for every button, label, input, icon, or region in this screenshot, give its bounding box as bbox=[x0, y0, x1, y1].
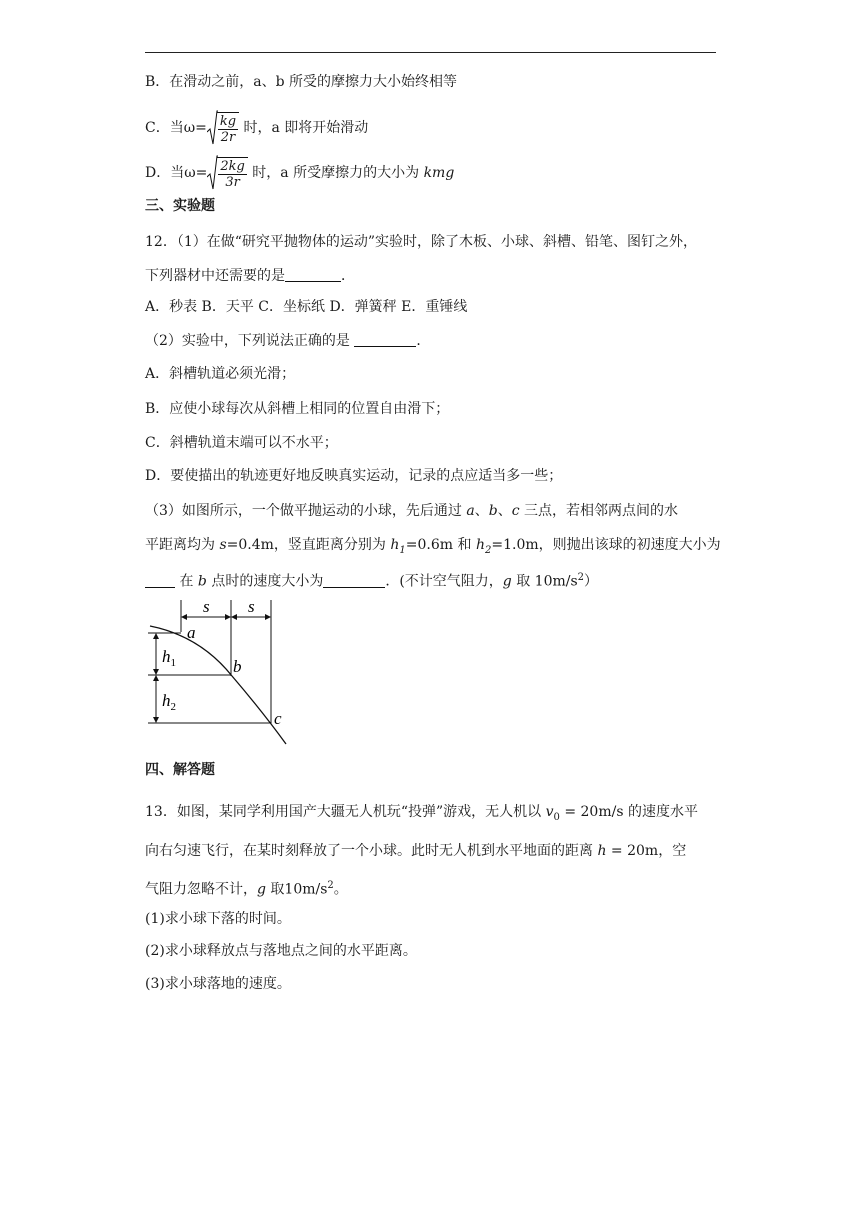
q12-opt-a: A．斜槽轨道必须光滑； bbox=[145, 366, 296, 382]
arrowhead bbox=[231, 614, 237, 620]
q13-line2 bbox=[145, 841, 686, 861]
q12-part3-line2 bbox=[145, 535, 721, 561]
var-g: g bbox=[502, 573, 512, 590]
label-s: s bbox=[203, 597, 210, 616]
label-h2: $h_2$ bbox=[162, 691, 176, 713]
arrowhead bbox=[153, 675, 159, 681]
text: 三点，若相邻两点间的水 bbox=[519, 503, 678, 519]
separator: 、 bbox=[497, 503, 512, 519]
answer-blank bbox=[323, 573, 385, 588]
point-b: b bbox=[488, 503, 498, 519]
text: 取 10m/s bbox=[511, 573, 578, 590]
option-d-kmg: kmg bbox=[423, 165, 455, 181]
text: =0.6m 和 bbox=[405, 537, 476, 553]
q13-sub3: (3)求小球落地的速度。 bbox=[145, 976, 291, 992]
trajectory-diagram bbox=[140, 596, 300, 748]
header-rule bbox=[145, 52, 716, 53]
arrowhead bbox=[153, 633, 159, 639]
text: 气阻力忽略不计， bbox=[145, 881, 257, 898]
q13-line3 bbox=[145, 876, 348, 900]
option-c-prefix: C．当ω= bbox=[145, 120, 207, 136]
point-c: c bbox=[511, 503, 520, 519]
var-s: s bbox=[219, 537, 227, 553]
section-answer-title: 四、解答题 bbox=[145, 762, 215, 778]
text: 点时的速度大小为 bbox=[206, 573, 324, 590]
answer-blank bbox=[285, 267, 341, 282]
q12-part2-text: （2）实验中，下列说法正确的是 bbox=[145, 333, 355, 349]
var-h: h bbox=[475, 537, 485, 553]
q12-part2 bbox=[145, 331, 430, 351]
sqrt-expression bbox=[207, 155, 247, 191]
text: 平距离均为 bbox=[145, 537, 220, 553]
q12-opt-d: D．要使描出的轨迹更好地反映真实运动，记录的点应适当多一些； bbox=[145, 468, 563, 484]
q12-part2-end: ． bbox=[416, 333, 431, 349]
q12-line2-end: ． bbox=[341, 268, 355, 284]
option-c bbox=[145, 110, 368, 146]
q13-sub1: (1)求小球下落的时间。 bbox=[145, 911, 291, 927]
option-d bbox=[145, 155, 454, 191]
arrowhead bbox=[265, 614, 271, 620]
answer-blank bbox=[354, 332, 416, 347]
text: = 20m，空 bbox=[606, 843, 687, 859]
answer-blank bbox=[145, 573, 175, 588]
q13-line1 bbox=[145, 802, 698, 828]
fraction-denominator: 2r bbox=[220, 129, 236, 145]
point-b-label: b bbox=[233, 657, 242, 676]
text: ） bbox=[584, 573, 599, 590]
text: =1.0m，则抛出该球的初速度大小为 bbox=[491, 537, 721, 553]
q12-part3-line3 bbox=[145, 568, 598, 592]
sqrt-expression bbox=[207, 110, 239, 146]
section-experiment-title: 三、实验题 bbox=[145, 198, 215, 214]
superscript: 2 bbox=[327, 880, 334, 891]
var-g: g bbox=[257, 881, 266, 898]
point-c-label: c bbox=[274, 709, 282, 728]
point-b: b bbox=[197, 573, 207, 590]
q12-part3-line1 bbox=[145, 501, 678, 521]
text: =0.4m，竖直距离分别为 bbox=[226, 537, 391, 553]
q12-line1: 12．（1）在做“研究平抛物体的运动”实验时，除了木板、小球、斜槽、铅笔、图钉之外， bbox=[145, 234, 698, 250]
arrowhead bbox=[181, 614, 187, 620]
separator: 、 bbox=[474, 503, 489, 519]
subscript: 0 bbox=[553, 811, 560, 823]
var-h: h bbox=[597, 843, 607, 859]
text: （3）如图所示，一个做平抛运动的小球，先后通过 bbox=[145, 503, 467, 519]
text: 取10m/s bbox=[265, 881, 328, 898]
q12-opt-b: B．应使小球每次从斜槽上相同的位置自由滑下； bbox=[145, 401, 450, 417]
trajectory-curve bbox=[150, 626, 286, 744]
arrowhead bbox=[225, 614, 231, 620]
fraction-numerator: kg bbox=[219, 113, 237, 129]
option-d-suffix: 时，a 所受摩擦力的大小为 bbox=[247, 165, 424, 181]
label-s: s bbox=[248, 597, 255, 616]
text: 向右匀速飞行，在某时刻释放了一个小球。此时无人机到水平地面的距离 bbox=[145, 843, 598, 859]
option-b: B．在滑动之前，a、b 所受的摩擦力大小始终相等 bbox=[145, 74, 458, 90]
var-h: h bbox=[390, 537, 400, 553]
label-h1: $h_1$ bbox=[162, 647, 176, 669]
arrowhead bbox=[153, 717, 159, 723]
text: = 20m/s 的速度水平 bbox=[559, 804, 698, 820]
subscript: 1 bbox=[399, 544, 406, 556]
arrowhead bbox=[153, 669, 159, 675]
q12-choices: A．秒表 B．天平 C．坐标纸 D．弹簧秤 E．重锤线 bbox=[145, 299, 468, 315]
fraction-denominator: 3r bbox=[225, 174, 240, 190]
text: 在 bbox=[175, 573, 198, 590]
point-a: a bbox=[466, 503, 475, 519]
superscript: 2 bbox=[577, 572, 585, 583]
option-c-suffix: 时，a 即将开始滑动 bbox=[239, 120, 369, 136]
text: 13．如图，某同学利用国产大疆无人机玩“投弹”游戏，无人机以 bbox=[145, 804, 546, 820]
subscript: 2 bbox=[484, 544, 492, 556]
point-a-label: a bbox=[187, 623, 196, 642]
q12-opt-c: C．斜槽轨道末端可以不水平； bbox=[145, 435, 338, 451]
q12-line2-text: 下列器材中还需要的是 bbox=[145, 268, 285, 284]
text: 。 bbox=[333, 881, 348, 898]
q13-sub2: (2)求小球释放点与落地点之间的水平距离。 bbox=[145, 943, 417, 959]
trajectory-figure bbox=[140, 596, 300, 752]
fraction-numerator: 2kg bbox=[220, 158, 245, 174]
option-d-prefix: D．当ω= bbox=[145, 165, 208, 181]
q12-line2 bbox=[145, 266, 355, 286]
var-v: v bbox=[545, 804, 554, 820]
text: ．(不计空气阻力， bbox=[385, 573, 503, 590]
